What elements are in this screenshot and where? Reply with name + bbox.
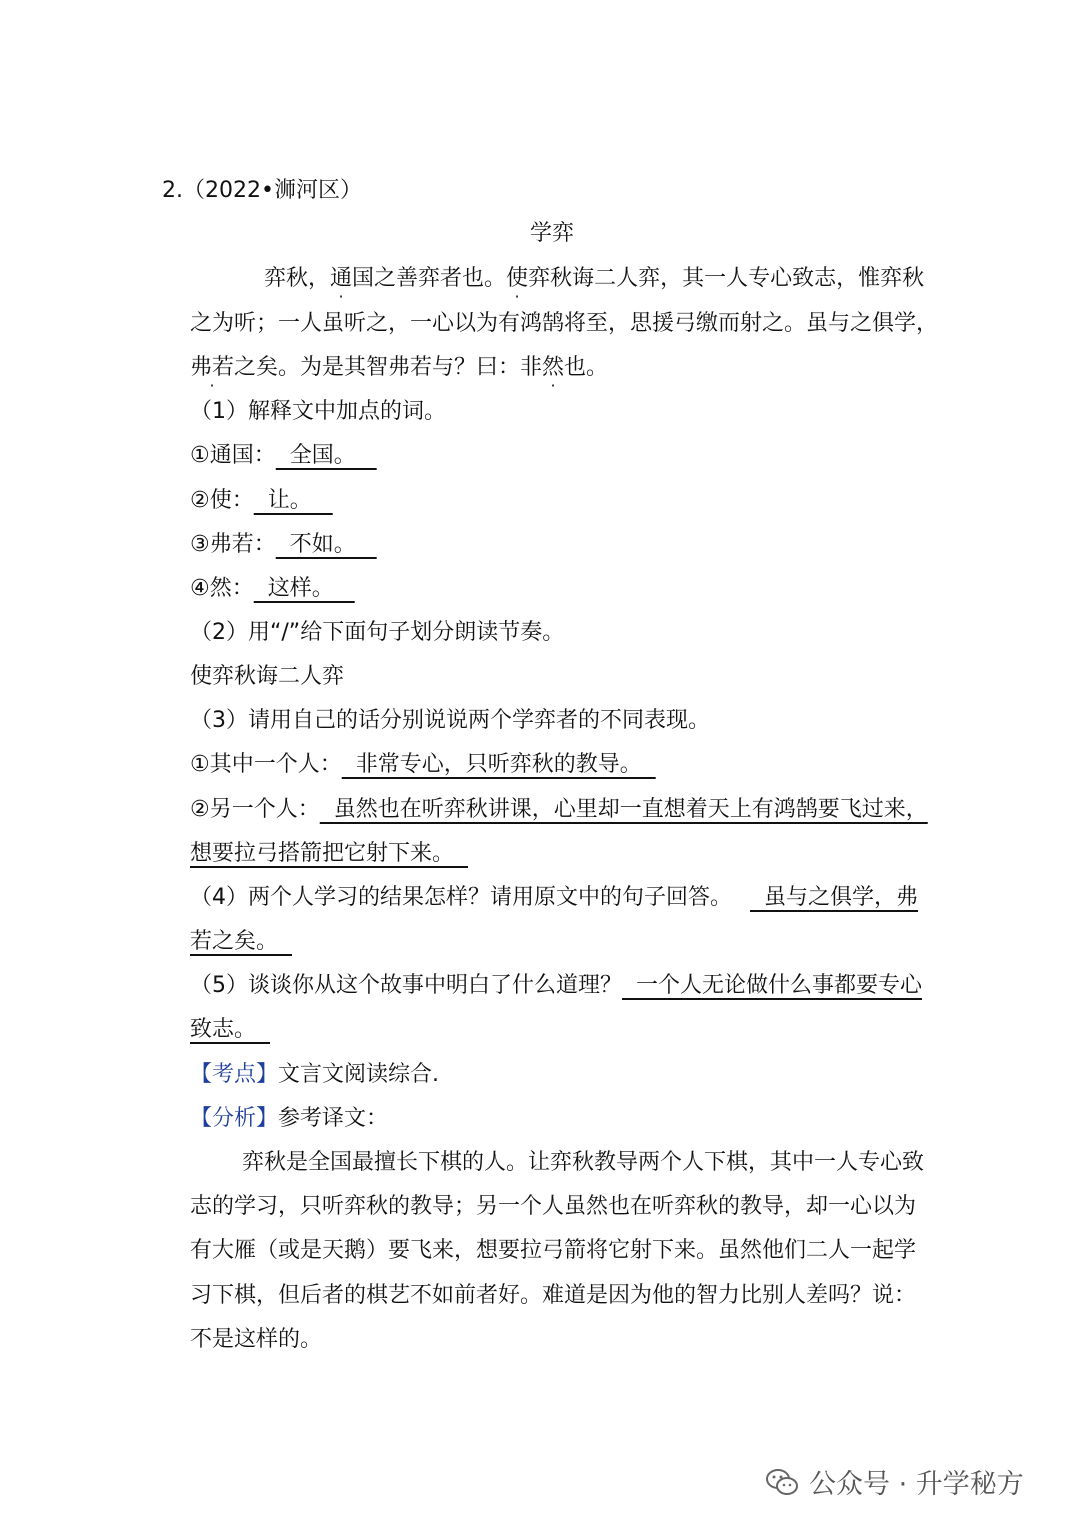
q3-item-1: [190, 750, 656, 780]
translation-line: 弈秋是全国最擅长下棋的人。让弈秋教导两个人下棋，其中一人专心致: [242, 1150, 925, 1175]
dotted-word: 使: [506, 266, 529, 291]
question-header: 2.（2022•浉河区）: [162, 178, 362, 203]
answer-text: 一个人无论做什么事都要专心: [622, 973, 922, 998]
q1-item-label: ②使：: [190, 488, 254, 513]
passage-text: 弈秋，: [264, 266, 331, 291]
q3-item-label: ①其中一个人：: [190, 752, 342, 777]
kaodian-tag: 【考点】: [190, 1062, 279, 1087]
fenxi-line: [190, 1104, 388, 1134]
answer-text: 虽然也在听弈秋讲课，心里却一直想着天上有鸿鹄要飞过来，: [319, 797, 928, 822]
answer-text: 致志。: [190, 1017, 270, 1042]
translation-line: 习下棋，但后者的棋艺不如前者好。难道是因为他的智力比别人差吗？说：: [190, 1283, 917, 1308]
q1-item: [190, 530, 377, 560]
q3-prompt: （3）请用自己的话分别说说两个学弈者的不同表现。: [190, 708, 710, 733]
passage-text: 也。: [564, 355, 609, 380]
dotted-word: 弗若: [190, 355, 235, 380]
answer-text: 全国。: [275, 443, 377, 468]
answer-text: 非常专心，只听弈秋的教导。: [341, 752, 656, 777]
q2-prompt: （2）用“/”给下面句子划分朗读节奏。: [190, 620, 565, 645]
q3-item-2: [190, 795, 928, 825]
translation-line: 不是这样的。: [190, 1327, 323, 1352]
q1-item: [190, 574, 355, 604]
answer-text: 若之矣。: [190, 929, 292, 954]
fenxi-text: 参考译文：: [278, 1106, 389, 1131]
passage-text: 国之善弈者也。: [352, 266, 507, 291]
passage-text: 之矣。为是其智弗若与？曰：非: [234, 355, 543, 380]
q3-item-label: ②另一个人：: [190, 797, 320, 822]
passage-line-3: [190, 353, 608, 383]
kaodian-line: [190, 1060, 439, 1090]
q2-sentence: 使弈秋诲二人弈: [190, 664, 345, 689]
q1-item: [190, 486, 333, 516]
answer-text: 虽与之俱学，弗: [750, 885, 918, 910]
answer-text: 想要拉弓搭箭把它射下来。: [190, 841, 468, 866]
q5-line-2: [190, 1015, 270, 1045]
wechat-icon: [765, 1467, 799, 1497]
watermark: [765, 1462, 1024, 1501]
q1-prompt: （1）解释文中加点的词。: [190, 399, 446, 424]
translation-line: 志的学习，只听弈秋的教导；另一个人虽然也在听弈秋的教导，却一心以为: [190, 1194, 917, 1219]
passage-title: 学弈: [530, 221, 575, 246]
dotted-word: 通: [330, 266, 353, 291]
kaodian-text: 文言文阅读综合.: [278, 1062, 440, 1087]
passage-line-2: 之为听；一人虽听之，一心以为有鸿鹄将至，思援弓缴而射之。虽与之俱学，: [190, 311, 939, 336]
q4-prompt: （4）两个人学习的结果怎样？请用原文中的句子回答。: [190, 885, 732, 910]
fenxi-tag: 【分析】: [190, 1106, 279, 1131]
answer-text: 不如。: [275, 532, 377, 557]
q1-item: [190, 441, 377, 471]
translation-line: 有大雁（或是天鹅）要飞来，想要拉弓箭将它射下来。虽然他们二人一起学: [190, 1238, 917, 1263]
q5-line-1: [190, 971, 922, 1001]
q5-prompt: （5）谈谈你从这个故事中明白了什么道理？: [190, 973, 622, 998]
q1-item-label: ③弗若：: [190, 532, 276, 557]
q1-item-label: ④然：: [190, 576, 254, 601]
passage-text: 弈秋诲二人弈，其一人专心致志，惟弈秋: [528, 266, 925, 291]
dotted-word: 然: [542, 355, 565, 380]
answer-text: 让。: [253, 488, 333, 513]
q4-line-2: [190, 927, 292, 957]
q3-item-2-cont: [190, 839, 468, 869]
q4-line-1: [190, 883, 918, 913]
watermark-text: 公众号 · 升学秘方: [809, 1469, 1024, 1500]
answer-text: 这样。: [253, 576, 355, 601]
q1-item-label: ①通国：: [190, 443, 276, 468]
passage-line-1: [264, 264, 924, 294]
